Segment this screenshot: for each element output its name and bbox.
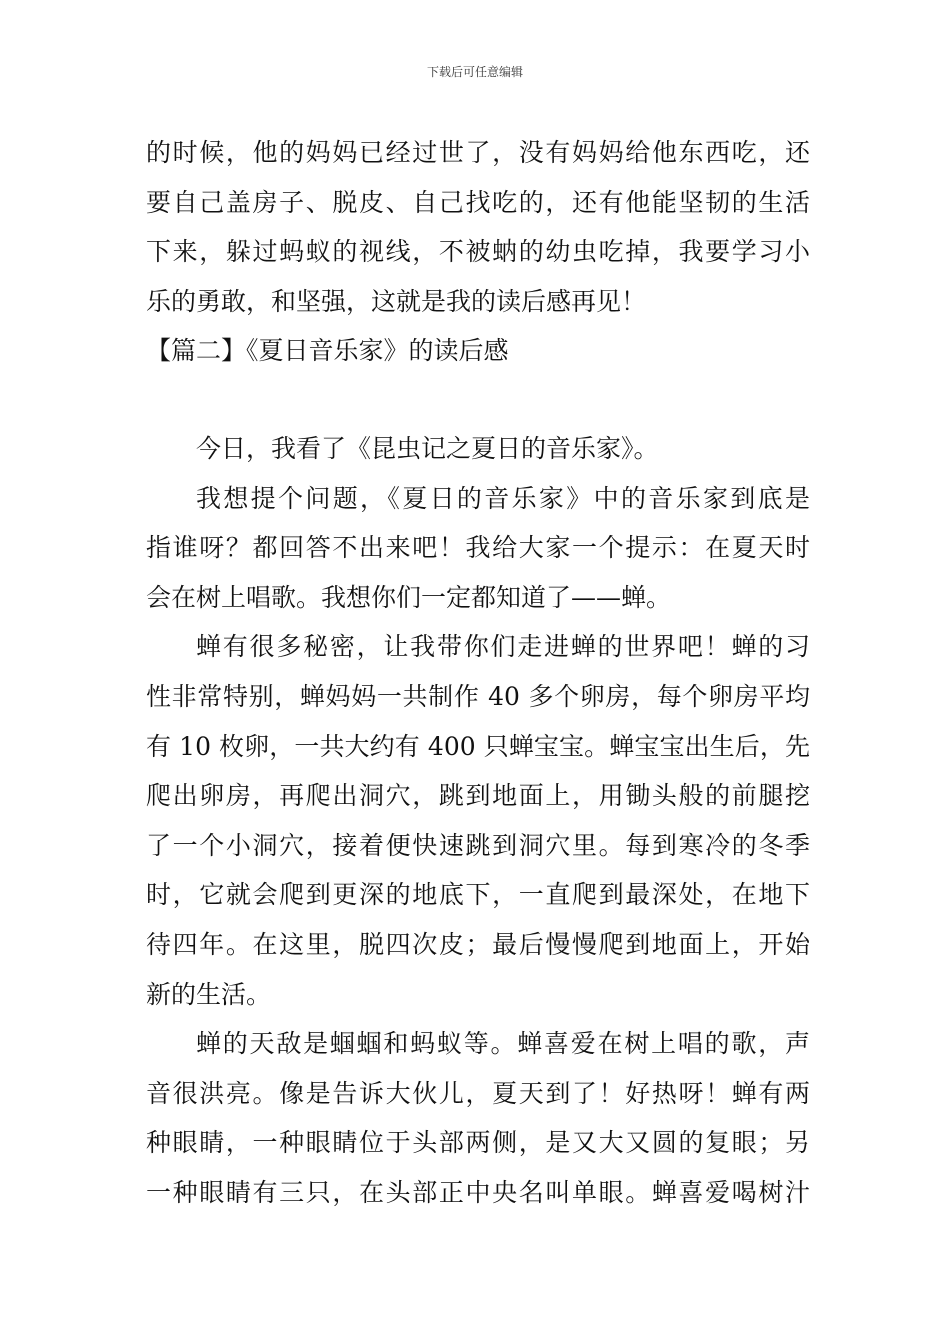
paragraph-continuation [146, 128, 810, 326]
text-line: 有 10 枚卵，一共大约有 400 只蝉宝宝。蝉宝宝出生后，先 [146, 731, 810, 761]
text-line: 乐的勇敢，和坚强，这就是我的读后感再见！ [146, 286, 647, 316]
document-body [146, 128, 810, 1217]
paragraph-secrets [146, 622, 810, 1019]
paragraph-intro [146, 424, 810, 474]
text-line: 要自己盖房子、脱皮、自己找吃的，还有他能坚韧的生活 [146, 187, 810, 217]
text-line: 待四年。在这里，脱四次皮；最后慢慢爬到地面上，开始 [146, 929, 810, 959]
text-line: 下来，躲过蚂蚁的视线，不被蚋的幼虫吃掉，我要学习小 [146, 237, 810, 267]
blank-space [146, 376, 810, 424]
section-heading: 【篇二】《夏日音乐家》的读后感 [146, 336, 509, 366]
page-header-note: 下载后可任意编辑 [426, 65, 523, 79]
paragraph-enemies [146, 1019, 810, 1217]
text-line: 种眼睛，一种眼睛位于头部两侧，是又大又圆的复眼；另 [146, 1128, 810, 1158]
text-line: 今日，我看了《昆虫记之夏日的音乐家》。 [196, 433, 659, 463]
text-line: 的时候，他的妈妈已经过世了，没有妈妈给他东西吃，还 [146, 138, 810, 167]
text-line: 蝉有很多秘密，让我带你们走进蝉的世界吧！蝉的习 [196, 632, 810, 662]
text-line: 时，它就会爬到更深的地底下，一直爬到最深处，在地下 [146, 880, 810, 910]
text-line: 指谁呀？都回答不出来吧！我给大家一个提示：在夏天时 [146, 533, 810, 563]
text-line: 了一个小洞穴，接着便快速跳到洞穴里。每到寒冷的冬季 [146, 830, 810, 860]
text-line: 一种眼睛有三只，在头部正中央名叫单眼。蝉喜爱喝树汁 [146, 1177, 810, 1207]
text-line: 爬出卵房，再爬出洞穴，跳到地面上，用锄头般的前腿挖 [146, 781, 810, 811]
text-line: 性非常特别，蝉妈妈一共制作 40 多个卵房，每个卵房平均 [146, 681, 810, 711]
text-line: 我想提个问题，《夏日的音乐家》中的音乐家到底是 [196, 483, 810, 513]
text-line: 会在树上唱歌。我想你们一定都知道了——蝉。 [146, 582, 672, 612]
text-line: 蝉的天敌是蝈蝈和蚂蚁等。蝉喜爱在树上唱的歌，声 [196, 1029, 810, 1059]
text-line: 新的生活。 [146, 979, 272, 1009]
text-line: 音很洪亮。像是告诉大伙儿，夏天到了！好热呀！蝉有两 [146, 1078, 810, 1108]
paragraph-question [146, 474, 810, 623]
